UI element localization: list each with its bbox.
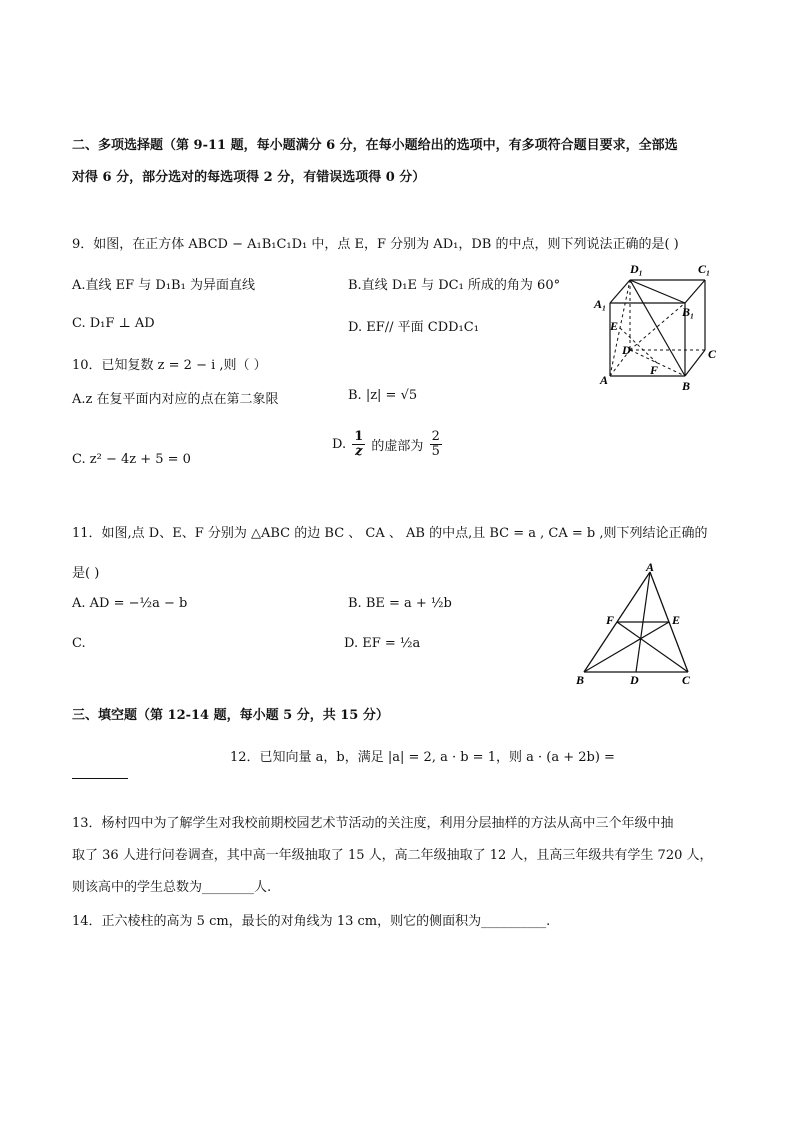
q10-option-a: A.z 在复平面内对应的点在第二象限 xyxy=(72,392,279,407)
q10-d-den: z xyxy=(355,444,363,459)
cube-label: D₁ xyxy=(630,262,643,276)
triangle-label: E xyxy=(672,613,681,627)
cube-label: A₁ xyxy=(594,297,607,311)
q9-stem: 9．如图，在正方体 ABCD − A₁B₁C₁D₁ 中，点 E，F 分别为 AD₁，DB 的中点，则下列说法正确的是( ) xyxy=(72,237,679,252)
cube-label: E xyxy=(610,319,619,333)
q10-option-b: B. |z| = √5 xyxy=(348,388,418,403)
q11-option-a: A. AD = −½a − b xyxy=(72,596,188,611)
section3-heading: 三、填空题（第 12-14 题，每小题 5 分，共 15 分） xyxy=(72,708,389,723)
section2-heading-line1: 二、多项选择题（第 9-11 题，每小题满分 6 分，在每小题给出的选项中，有多项符合题目要求，全部选 xyxy=(72,138,678,153)
q13-line2: 取了 36 人进行问卷调查，其中高一年级抽取了 15 人，高二年级抽取了 12 人，且高三年级共有学生 720 人， xyxy=(72,848,713,863)
q12-answer-blank xyxy=(72,778,128,779)
q11-stem-cont: 是( ) xyxy=(72,566,100,581)
q10-d-val-num: 2 xyxy=(431,429,440,444)
q10-d-prefix: D. xyxy=(332,437,347,452)
q9-option-d: D. EF// 平面 CDD₁C₁ xyxy=(348,320,479,335)
q11-option-c: C. xyxy=(72,636,86,651)
triangle-label: C xyxy=(682,673,691,687)
q11-stem: 11．如图,点 D、E、F 分别为 △ABC 的边 BC 、 CA 、 AB 的中点,且 BC = a , CA = b ,则下列结论正确的 xyxy=(72,526,708,541)
q10-stem: 10．已知复数 z = 2 − i ,则（ ） xyxy=(72,358,267,373)
q12-text: 12．已知向量 a，b，满足 |a| = 2, a · b = 1，则 a · (a + 2b) = xyxy=(230,750,615,765)
cube-label: D xyxy=(622,343,631,357)
q10-d-val-den: 5 xyxy=(431,444,440,459)
q10-option-c: C. z² − 4z + 5 = 0 xyxy=(72,452,191,467)
triangle-label: F xyxy=(606,613,615,627)
q11-option-d: D. EF = ½a xyxy=(344,636,421,651)
q10-d-value xyxy=(430,430,442,459)
q10-d-num: 1 xyxy=(354,429,364,444)
q14-text: 14．正六棱柱的高为 5 cm，最长的对角线为 13 cm，则它的侧面积为__________. xyxy=(72,914,551,929)
triangle-label: A xyxy=(646,560,655,574)
q11-option-b: B. BE = a + ½b xyxy=(348,596,452,611)
cube-label: B₁ xyxy=(682,305,695,319)
section2-heading-line2: 对得 6 分，部分选对的每选项得 2 分，有错误选项得 0 分） xyxy=(72,170,426,185)
cube-label: F xyxy=(650,363,659,377)
q9-option-b: B.直线 D₁E 与 DC₁ 所成的角为 60° xyxy=(348,278,561,293)
triangle-label: B xyxy=(576,673,585,687)
q10-d-fraction xyxy=(352,430,365,459)
q10-d-text: 的虚部为 xyxy=(371,439,424,454)
q13-line1: 13．杨村四中为了解学生对我校前期校园艺术节活动的关注度，利用分层抽样的方法从高中三个年级中抽 xyxy=(72,816,674,831)
cube-label: C xyxy=(708,347,717,361)
cube-figure xyxy=(590,258,730,398)
triangle-label: D xyxy=(630,673,639,687)
cube-label: B xyxy=(682,379,691,393)
q9-option-c: C. D₁F ⊥ AD xyxy=(72,316,155,331)
cube-label: C₁ xyxy=(698,262,711,276)
q13-line3: 则该高中的学生总数为________人. xyxy=(72,880,272,895)
cube-label: A xyxy=(600,373,609,387)
q10-option-d xyxy=(332,430,444,459)
q9-option-a: A.直线 EF 与 D₁B₁ 为异面直线 xyxy=(72,278,255,293)
triangle-figure xyxy=(572,560,702,690)
